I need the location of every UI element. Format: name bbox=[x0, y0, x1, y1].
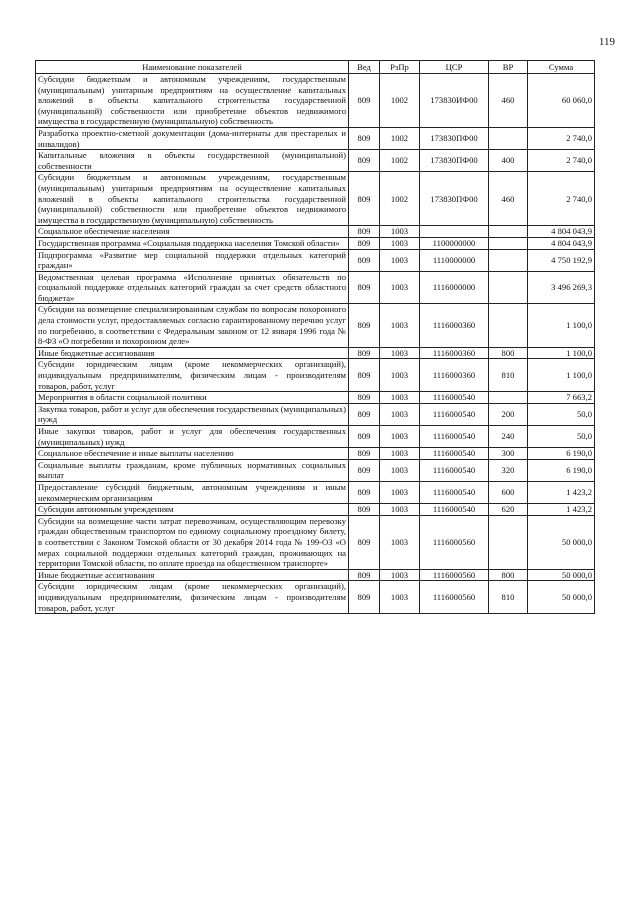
cell-ved: 809 bbox=[349, 448, 380, 460]
cell-name: Ведомственная целевая программа «Исполнение принятых обязательств по социальной поддержке отдельных категорий граждан за счет средств областного бюджета» bbox=[36, 271, 349, 304]
cell-name: Субсидии на возмещение специализированным службам по вопросам похоронного дела стоимости услуг, предоставляемых согласно гарантированному перечню услуг по погребению, в соответствии с Федеральным законом от 12 января 1996 года № 8-ФЗ «О погребении и похоронном деле» bbox=[36, 304, 349, 347]
cell-name: Предоставление субсидий бюджетным, автономным учреждениям и иным некоммерческим организациям bbox=[36, 481, 349, 503]
cell-vr bbox=[489, 237, 528, 249]
cell-name: Иные бюджетные ассигнования bbox=[36, 347, 349, 359]
table-row bbox=[36, 403, 595, 425]
table-row bbox=[36, 347, 595, 359]
table-row bbox=[36, 127, 595, 149]
cell-sum: 1 423,2 bbox=[528, 504, 595, 516]
table-row bbox=[36, 481, 595, 503]
table-row bbox=[36, 304, 595, 347]
budget-table bbox=[35, 60, 595, 614]
table-row bbox=[36, 74, 595, 128]
cell-ved: 809 bbox=[349, 249, 380, 271]
cell-csr: 1116000540 bbox=[420, 448, 489, 460]
cell-name: Подпрограмма «Развитие мер социальной поддержки отдельных категорий граждан» bbox=[36, 249, 349, 271]
cell-name: Мероприятия в области социальной политики bbox=[36, 392, 349, 404]
cell-sum: 50 000,0 bbox=[528, 569, 595, 581]
cell-ved: 809 bbox=[349, 271, 380, 304]
cell-name: Субсидии бюджетным и автономным учреждениям, государственным (муниципальным) унитарным предприятиям на осуществление капитальных вложений в объекты капитального строительства государственной (муниципальной) собственности или приобретение объектов недвижимого имущества в государственную (муниципальную) собственность bbox=[36, 172, 349, 226]
cell-csr: 1116000540 bbox=[420, 392, 489, 404]
table-row bbox=[36, 237, 595, 249]
cell-csr: 1116000000 bbox=[420, 271, 489, 304]
cell-csr bbox=[420, 226, 489, 238]
cell-rzpr: 1003 bbox=[380, 459, 420, 481]
cell-csr: 1116000360 bbox=[420, 359, 489, 392]
cell-sum: 1 100,0 bbox=[528, 347, 595, 359]
cell-ved: 809 bbox=[349, 347, 380, 359]
cell-vr bbox=[489, 515, 528, 569]
cell-ved: 809 bbox=[349, 569, 380, 581]
cell-ved: 809 bbox=[349, 426, 380, 448]
table-header bbox=[36, 61, 595, 74]
cell-sum: 50 000,0 bbox=[528, 515, 595, 569]
cell-sum: 2 740,0 bbox=[528, 127, 595, 149]
cell-name: Социальное обеспечение населения bbox=[36, 226, 349, 238]
header-vr: ВР bbox=[489, 61, 528, 74]
cell-sum: 4 804 043,9 bbox=[528, 237, 595, 249]
table-row bbox=[36, 448, 595, 460]
cell-vr: 240 bbox=[489, 426, 528, 448]
cell-ved: 809 bbox=[349, 392, 380, 404]
cell-csr: 1116000540 bbox=[420, 504, 489, 516]
cell-vr: 620 bbox=[489, 504, 528, 516]
cell-name: Субсидии бюджетным и автономным учреждениям, государственным (муниципальным) унитарным предприятиям на осуществление капитальных вложений в объекты капитального строительства государственной (муниципальной) собственности или приобретение объектов недвижимого имущества в государственную (муниципальную) собственность bbox=[36, 74, 349, 128]
cell-vr: 400 bbox=[489, 150, 528, 172]
table-row bbox=[36, 172, 595, 226]
cell-rzpr: 1003 bbox=[380, 569, 420, 581]
cell-csr: 1116000540 bbox=[420, 481, 489, 503]
cell-sum: 2 740,0 bbox=[528, 172, 595, 226]
cell-ved: 809 bbox=[349, 504, 380, 516]
header-csr: ЦСР bbox=[420, 61, 489, 74]
cell-rzpr: 1002 bbox=[380, 74, 420, 128]
cell-ved: 809 bbox=[349, 74, 380, 128]
cell-sum: 50,0 bbox=[528, 426, 595, 448]
cell-ved: 809 bbox=[349, 150, 380, 172]
cell-rzpr: 1003 bbox=[380, 403, 420, 425]
cell-name: Субсидии юридическим лицам (кроме некоммерческих организаций), индивидуальным предпринимателям, физическим лицам - производителям товаров, работ, услуг bbox=[36, 359, 349, 392]
cell-rzpr: 1003 bbox=[380, 481, 420, 503]
cell-ved: 809 bbox=[349, 237, 380, 249]
table-row bbox=[36, 459, 595, 481]
cell-name: Иные бюджетные ассигнования bbox=[36, 569, 349, 581]
cell-csr: 1116000540 bbox=[420, 403, 489, 425]
cell-csr: 173830ИФ00 bbox=[420, 74, 489, 128]
cell-name: Социальные выплаты гражданам, кроме публичных нормативных социальных выплат bbox=[36, 459, 349, 481]
table-row bbox=[36, 504, 595, 516]
cell-csr: 1110000000 bbox=[420, 249, 489, 271]
table-row bbox=[36, 426, 595, 448]
cell-rzpr: 1002 bbox=[380, 172, 420, 226]
cell-vr bbox=[489, 226, 528, 238]
cell-sum: 50,0 bbox=[528, 403, 595, 425]
cell-csr: 1116000560 bbox=[420, 581, 489, 614]
cell-sum: 1 100,0 bbox=[528, 304, 595, 347]
cell-rzpr: 1002 bbox=[380, 150, 420, 172]
cell-rzpr: 1003 bbox=[380, 347, 420, 359]
cell-sum: 6 190,0 bbox=[528, 448, 595, 460]
table-row bbox=[36, 150, 595, 172]
table-row bbox=[36, 249, 595, 271]
header-name: Наименование показателей bbox=[36, 61, 349, 74]
cell-vr: 460 bbox=[489, 172, 528, 226]
cell-vr: 460 bbox=[489, 74, 528, 128]
cell-csr: 1116000560 bbox=[420, 569, 489, 581]
cell-name: Государственная программа «Социальная поддержка населения Томской области» bbox=[36, 237, 349, 249]
cell-name: Разработка проектно-сметной документации (дома-интернаты для престарелых и инвалидов) bbox=[36, 127, 349, 149]
cell-rzpr: 1003 bbox=[380, 504, 420, 516]
cell-name: Социальное обеспечение и иные выплаты населению bbox=[36, 448, 349, 460]
table-row bbox=[36, 271, 595, 304]
cell-csr: 1116000360 bbox=[420, 304, 489, 347]
cell-vr: 800 bbox=[489, 569, 528, 581]
cell-ved: 809 bbox=[349, 459, 380, 481]
cell-csr: 1100000000 bbox=[420, 237, 489, 249]
cell-name: Иные закупки товаров, работ и услуг для обеспечения государственных (муниципальных) нужд bbox=[36, 426, 349, 448]
cell-ved: 809 bbox=[349, 515, 380, 569]
cell-rzpr: 1003 bbox=[380, 304, 420, 347]
cell-rzpr: 1003 bbox=[380, 392, 420, 404]
cell-rzpr: 1003 bbox=[380, 581, 420, 614]
cell-sum: 4 804 043,9 bbox=[528, 226, 595, 238]
cell-vr: 200 bbox=[489, 403, 528, 425]
cell-ved: 809 bbox=[349, 403, 380, 425]
cell-name: Капитальные вложения в объекты государственной (муниципальной) собственности bbox=[36, 150, 349, 172]
cell-vr: 810 bbox=[489, 359, 528, 392]
cell-vr bbox=[489, 127, 528, 149]
cell-sum: 60 060,0 bbox=[528, 74, 595, 128]
cell-vr: 320 bbox=[489, 459, 528, 481]
cell-ved: 809 bbox=[349, 481, 380, 503]
header-rzpr: РзПр bbox=[380, 61, 420, 74]
cell-rzpr: 1003 bbox=[380, 426, 420, 448]
cell-csr: 173830ПФ00 bbox=[420, 172, 489, 226]
header-sum: Сумма bbox=[528, 61, 595, 74]
cell-sum: 1 100,0 bbox=[528, 359, 595, 392]
cell-csr: 173830ПФ00 bbox=[420, 127, 489, 149]
cell-vr: 600 bbox=[489, 481, 528, 503]
cell-vr bbox=[489, 249, 528, 271]
table-row bbox=[36, 569, 595, 581]
cell-rzpr: 1003 bbox=[380, 226, 420, 238]
cell-ved: 809 bbox=[349, 172, 380, 226]
cell-vr bbox=[489, 392, 528, 404]
cell-rzpr: 1003 bbox=[380, 271, 420, 304]
cell-csr: 1116000540 bbox=[420, 459, 489, 481]
cell-sum: 7 663,2 bbox=[528, 392, 595, 404]
header-ved: Вед bbox=[349, 61, 380, 74]
cell-ved: 809 bbox=[349, 226, 380, 238]
cell-name: Закупка товаров, работ и услуг для обеспечения государственных (муниципальных) нужд bbox=[36, 403, 349, 425]
cell-csr: 1116000540 bbox=[420, 426, 489, 448]
cell-sum: 6 190,0 bbox=[528, 459, 595, 481]
cell-sum: 50 000,0 bbox=[528, 581, 595, 614]
table-row bbox=[36, 515, 595, 569]
cell-rzpr: 1003 bbox=[380, 359, 420, 392]
cell-rzpr: 1003 bbox=[380, 237, 420, 249]
cell-ved: 809 bbox=[349, 359, 380, 392]
cell-vr: 300 bbox=[489, 448, 528, 460]
cell-name: Субсидии на возмещение части затрат перевозчикам, осуществляющим перевозку граждан общественным транспортом по единому социальному проездному билету, в соответствии с Законом Томской области от 30 декабря 2014 года № 199-ОЗ «О мерах социальной поддержки отдельных категорий граждан, проживающих на территории Томской области, по оплате проезда на общественном транспорте» bbox=[36, 515, 349, 569]
cell-rzpr: 1003 bbox=[380, 249, 420, 271]
cell-vr bbox=[489, 304, 528, 347]
cell-sum: 2 740,0 bbox=[528, 150, 595, 172]
cell-rzpr: 1003 bbox=[380, 515, 420, 569]
cell-vr bbox=[489, 271, 528, 304]
cell-rzpr: 1002 bbox=[380, 127, 420, 149]
table-row bbox=[36, 359, 595, 392]
header-row bbox=[36, 61, 595, 74]
cell-ved: 809 bbox=[349, 304, 380, 347]
cell-sum: 4 750 192,9 bbox=[528, 249, 595, 271]
table-row bbox=[36, 581, 595, 614]
cell-vr: 800 bbox=[489, 347, 528, 359]
cell-ved: 809 bbox=[349, 581, 380, 614]
page-number: 119 bbox=[598, 36, 615, 48]
table-row bbox=[36, 392, 595, 404]
cell-csr: 173830ПФ00 bbox=[420, 150, 489, 172]
cell-sum: 3 496 269,3 bbox=[528, 271, 595, 304]
cell-sum: 1 423,2 bbox=[528, 481, 595, 503]
cell-rzpr: 1003 bbox=[380, 448, 420, 460]
cell-name: Субсидии юридическим лицам (кроме некоммерческих организаций), индивидуальным предпринимателям, физическим лицам - производителям товаров, работ, услуг bbox=[36, 581, 349, 614]
cell-ved: 809 bbox=[349, 127, 380, 149]
cell-csr: 1116000560 bbox=[420, 515, 489, 569]
table-body bbox=[36, 74, 595, 614]
table-row bbox=[36, 226, 595, 238]
cell-csr: 1116000360 bbox=[420, 347, 489, 359]
cell-vr: 810 bbox=[489, 581, 528, 614]
cell-name: Субсидии автономным учреждениям bbox=[36, 504, 349, 516]
